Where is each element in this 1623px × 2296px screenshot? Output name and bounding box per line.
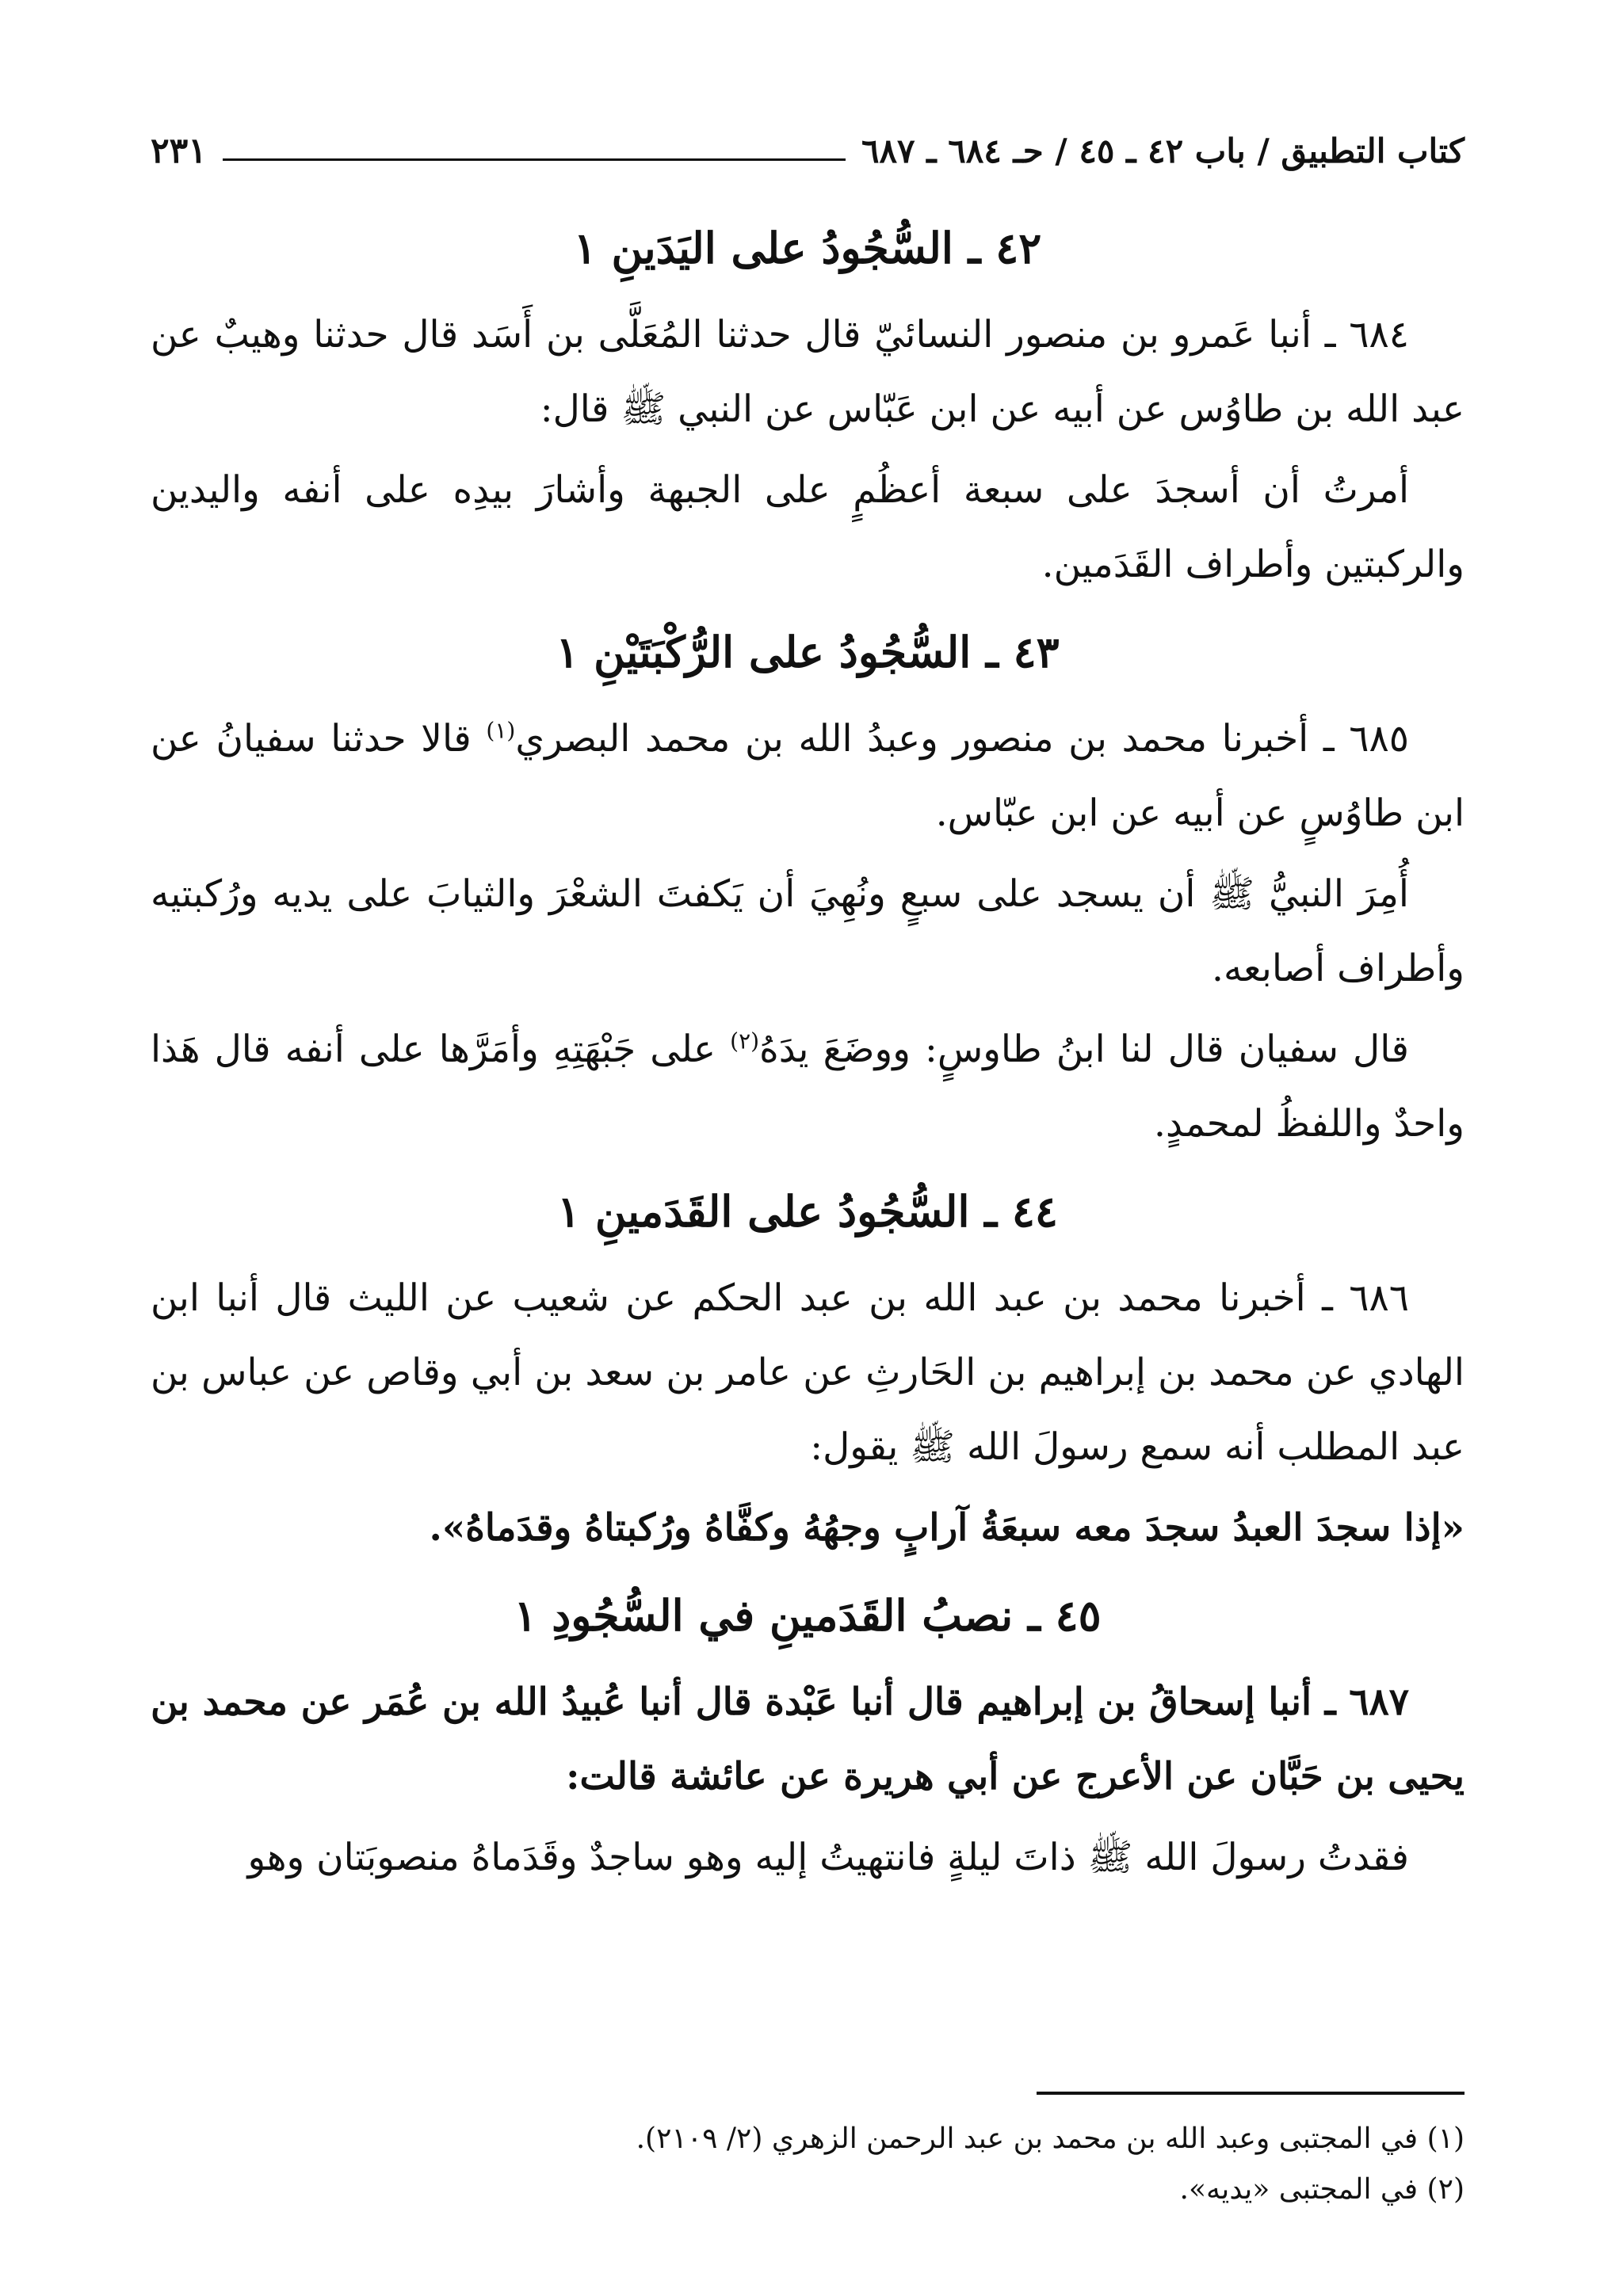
footnotes (151, 2092, 1465, 2215)
footnote-1: (١) في المجتبى وعبد الله بن محمد بن عبد الرحمن الزهري (٢/ ٢١٠٩). (636, 2122, 1465, 2155)
hadith-686-isnad: ٦٨٦ ـ أخبرنا محمد بن عبد الله بن عبد الحكم عن شعيب عن الليث قال أنبا ابن الهادي عن محمد بن إبراهيم بن الحَارثِ عن عامر بن سعد بن أبي وقاص عن عباس بن عبد المطلب أنه سمع رسولَ الله ﷺ يقول: (151, 1276, 1465, 1469)
section-heading-42: ٤٢ ـ السُّجُودُ على اليَدَينِ ١ (573, 223, 1042, 273)
hadith-685-isnad (151, 702, 1465, 851)
hadith-685-isnad-rest: قالا حدثنا سفيانُ عن ابن طاوُسٍ عن أبيه عن ابن عبّاس. (151, 717, 1465, 835)
page-body (151, 198, 1465, 1901)
running-title: كتاب التطبيق / باب ٤٢ ـ ٤٥ / حـ ٦٨٤ ـ ٦٨٧ (861, 131, 1465, 170)
footnote-ref-2: (٢) (730, 1028, 760, 1055)
section-heading-45: ٤٥ ـ نصبُ القَدَمينِ في السُّجُودِ ١ (514, 1590, 1102, 1641)
footnote-2: (٢) في المجتبى «يديه». (1179, 2173, 1465, 2206)
header-rule (223, 158, 846, 161)
section-heading-44: ٤٤ ـ السُّجُودُ على القَدَمينِ ١ (557, 1186, 1058, 1237)
footnote-rule (1037, 2092, 1465, 2095)
hadith-687-isnad: ٦٨٧ ـ أنبا إسحاقُ بن إبراهيم قال أنبا عَبْدة قال أنبا عُبيدُ الله بن عُمَر عن محمد بن يحيى بن حَبَّان عن الأعرج عن أبي هريرة عن عائشة قالت: (151, 1680, 1465, 1798)
hadith-684-matn: أمرتُ أن أسجدَ على سبعة أعظُمٍ على الجبهة وأشارَ بيدِه على أنفه واليدين والركبتين وأطراف القَدَمين. (151, 468, 1465, 586)
hadith-685-note-rest: على جَبْهَتِهِ وأمَرَّها على أنفه قال هَذا واحدٌ واللفظُ لمحمدٍ. (151, 1028, 1465, 1146)
hadith-685-matn: أُمِرَ النبيُّ ﷺ أن يسجد على سبعٍ ونُهِيَ أن يَكفتَ الشعْرَ والثيابَ على يديه ورُكبتيه وأطراف أصابعه. (151, 872, 1465, 990)
hadith-685-note (151, 1013, 1465, 1161)
footnote-ref-1: (١) (486, 717, 516, 744)
section-heading-43: ٤٣ ـ السُّجُودُ على الرُّكْبَتَيْنِ ١ (556, 627, 1060, 677)
hadith-685-isnad-text: ٦٨٥ ـ أخبرنا محمد بن منصور وعبدُ الله بن محمد البصري (515, 717, 1409, 761)
page-header (151, 119, 1465, 182)
hadith-684-isnad: ٦٨٤ ـ أنبا عَمرو بن منصور النسائيّ قال حدثنا المُعَلَّى بن أَسَد قال حدثنا وهيبٌ عن عبد الله بن طاوُس عن أبيه عن ابن عَبّاس عن النبي ﷺ قال: (151, 313, 1465, 431)
hadith-686-matn: «إذا سجدَ العبدُ سجدَ معه سبعَةُ آرابٍ وجهُهُ وكفَّاهُ ورُكبتاهُ وقدَماهُ». (429, 1506, 1465, 1550)
hadith-687-matn: فقدتُ رسولَ الله ﷺ ذاتَ ليلةٍ فانتهيتُ إليه وهو ساجدٌ وقَدَماهُ منصوبَتان وهو (247, 1836, 1409, 1879)
hadith-685-note-text: قال سفيان قال لنا ابنُ طاوسٍ: ووضَعَ يدَهُ (759, 1028, 1409, 1071)
page-number: ٢٣١ (151, 130, 207, 171)
